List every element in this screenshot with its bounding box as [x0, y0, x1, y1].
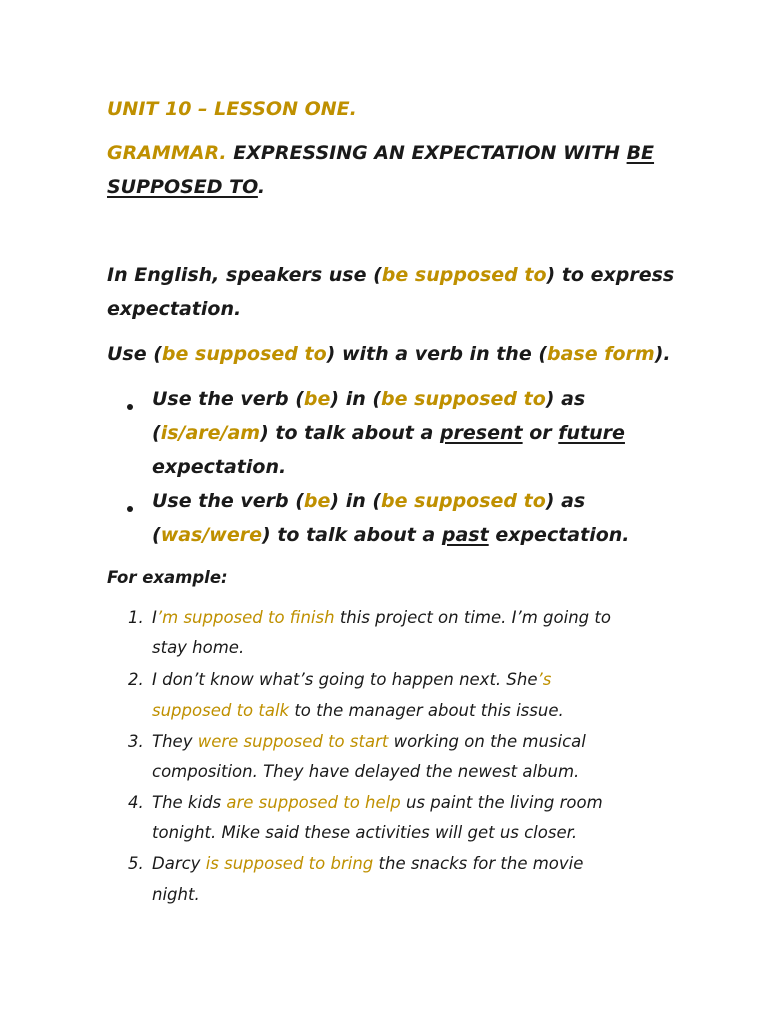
examples-label: For example:: [107, 568, 228, 587]
example-4-line-1: The kids are supposed to help us paint the living room: [152, 793, 603, 812]
example-2-line-2: supposed to talk to the manager about this issue.: [152, 701, 564, 720]
example-number: 5.: [128, 854, 144, 873]
unit-heading: UNIT 10 – LESSON ONE.: [107, 98, 357, 120]
intro-paragraph-1: In English, speakers use (be supposed to) to express: [107, 264, 675, 286]
bullet-1-line-3: expectation.: [152, 456, 287, 478]
grammar-heading: GRAMMAR. EXPRESSING AN EXPECTATION WITH BE: [107, 142, 655, 164]
example-4-line-2: tonight. Mike said these activities will get us closer.: [152, 823, 578, 842]
example-number: 2.: [128, 670, 144, 689]
bullet-2-line-1: Use the verb (be) in (be supposed to) as: [152, 490, 586, 512]
intro-paragraph-2: Use (be supposed to) with a verb in the (base form).: [107, 343, 671, 365]
example-2-line-1: I don’t know what’s going to happen next. She’s: [152, 670, 552, 689]
bullet-1-line-1: Use the verb (be) in (be supposed to) as: [152, 388, 586, 410]
bullet-2-line-2: (was/were) to talk about a past expectation.: [152, 524, 630, 546]
example-number: 3.: [128, 732, 144, 751]
grammar-heading-line-2: SUPPOSED TO.: [107, 176, 266, 198]
example-1-line-1: I’m supposed to finish this project on time. I’m going to: [152, 608, 611, 627]
example-number: 4.: [128, 793, 144, 812]
grammar-label: GRAMMAR.: [107, 142, 227, 164]
example-5-line-1: Darcy is supposed to bring the snacks for the movie: [152, 854, 584, 873]
example-3-line-2: composition. They have delayed the newest album.: [152, 762, 580, 781]
bullet-dot-icon: [127, 506, 133, 512]
example-5-line-2: night.: [152, 885, 200, 904]
bullet-dot-icon: [127, 404, 133, 410]
example-1-line-2: stay home.: [152, 638, 245, 657]
bullet-1-line-2: (is/are/am) to talk about a present or future: [152, 422, 625, 444]
example-number: 1.: [128, 608, 144, 627]
example-3-line-1: They were supposed to start working on the musical: [152, 732, 586, 751]
intro-paragraph-1-line-2: expectation.: [107, 298, 242, 320]
